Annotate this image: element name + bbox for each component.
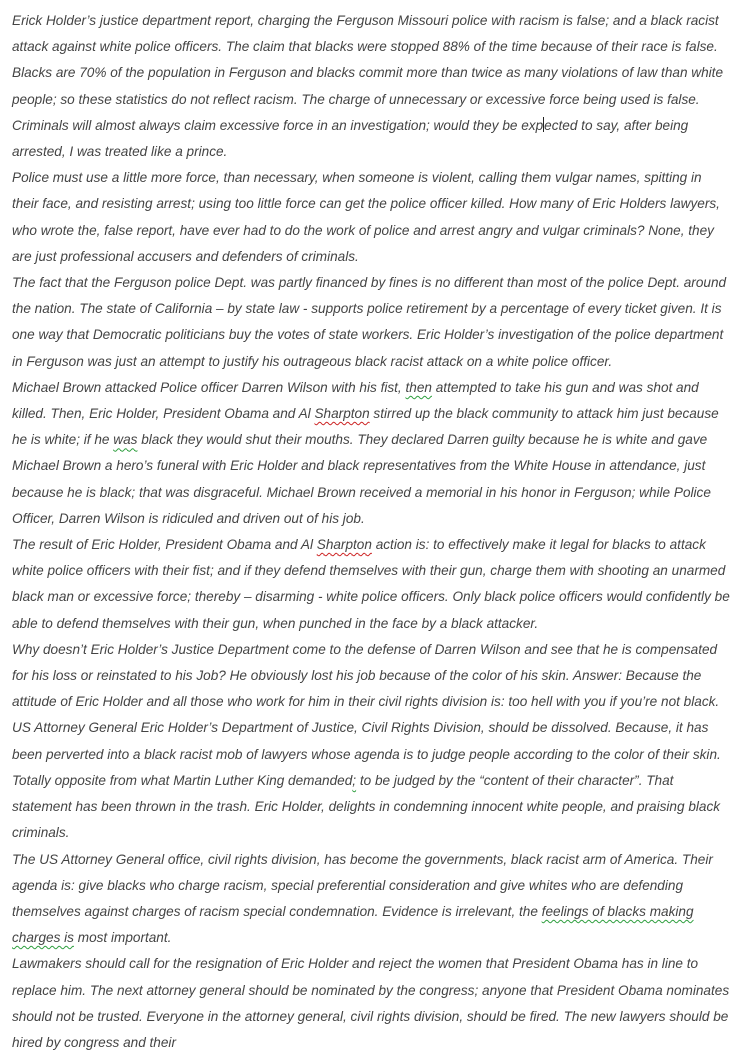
grammar-underlined-text: ; (352, 772, 357, 788)
text-run: ected to say, after being arrested, I was treated like a prince. (12, 117, 689, 160)
spellcheck-underlined-text: Sharpton (316, 537, 372, 553)
text-run: Police must use a little more force, than necessary, when someone is violent, calling them vulgar names, spitting in their face, and resisting arrest; using too little force can get the police officer killed. How many of Eric Holders lawyers, who wrote the, false report, have ever had to do the work of police and arrest angry and vulgar criminals? None, they are just professional accusers and defenders of criminals. (12, 170, 720, 264)
text-run: attempted to take his gun and was shot and killed. Then, Eric Holder, President Obama and Al (12, 379, 699, 422)
text-run: most important. (73, 930, 172, 946)
grammar-underlined-text: feelings of blacks making charges is (12, 903, 694, 946)
text-run: stirred up the black community to attack him just because he is white; if he (12, 406, 719, 448)
text-run: The fact that the Ferguson police Dept. was partly financed by fines is no different than most of the police Dept. around the nation. The state of California – by state law - supports police retirement by a percentage of every ticket given. It is one way that Democratic politicians buy the votes of state workers. Eric Holder’s investigation of the police department in Ferguson was just an attempt to justify his outrageous black racist attack on a white police officer. (12, 275, 727, 369)
paragraph (12, 165, 731, 270)
text-run: The US Attorney General office, civil rights division, has become the governments, black racist arm of America. Their agenda is: give blacks who charge racism, special preferential consideration and give whites who are defending themselves against charges of racism special condemnation. Evidence is irrelevant, the (12, 851, 713, 919)
grammar-underlined-text: was (113, 432, 138, 448)
text-run: Why doesn’t Eric Holder’s Justice Department come to the defense of Darren Wilson and see that he is compensated for his loss or reinstated to his Job? He obviously lost his job because of the color of his skin. Answer: Because the attitude of Eric Holder and all those who work for him in their civil rights division is: too hell with you if you’re not black. (12, 641, 720, 710)
text-run: Michael Brown attacked Police officer Darren Wilson with his fist, (12, 379, 406, 395)
text-run: to be judged by the “content of their character”. That statement has been thrown in the trash. Eric Holder, delights in condemning innocent white people, and praising black criminals. (12, 772, 721, 841)
paragraph (12, 715, 731, 846)
paragraph (12, 375, 731, 532)
spellcheck-underlined-text: Sharpton (314, 406, 370, 422)
grammar-underlined-text: then (405, 379, 432, 395)
text-run: Erick Holder’s justice department report, charging the Ferguson Missouri police with racism is false; and a black racist attack against white police officers. The claim that blacks were stopped 88% of the time because of their race is false. Blacks are 70% of the population in Ferguson and blacks commit more than twice as many violations of law than white people; so these statistics do not reflect racism. The charge of unnecessary or excessive force being used is false. Criminals will almost always claim excessive force in an investigation; would they be exp (12, 13, 724, 133)
text-run: US Attorney General Eric Holder’s Department of Justice, Civil Rights Division, should be dissolved. Because, it has been perverted into a black racist mob of lawyers whose agenda is to judge people according to the color of their skin. Totally opposite from what Martin Luther King demanded (12, 720, 721, 788)
text-run: black they would shut their mouths. They declared Darren guilty because he is white and gave Michael Brown a hero’s funeral with Eric Holder and black representatives from the White House in attendance, just because he is black; that was disgraceful. Michael Brown received a memorial in his honor in Ferguson; while Police Officer, Darren Wilson is ridiculed and driven out of his job. (12, 432, 711, 526)
paragraph (12, 637, 731, 716)
paragraph (12, 847, 731, 952)
text-run: Lawmakers should call for the resignation of Eric Holder and reject the women that President Obama has in line to replace him. The next attorney general should be nominated by the congress; anyone that President Obama nominates should not be trusted. Everyone in the attorney general, civil rights division, should be fired. The new lawyers should be hired by congress and their (12, 956, 730, 1050)
paragraph (12, 951, 731, 1056)
text-run: The result of Eric Holder, President Obama and Al (12, 537, 317, 553)
paragraph (12, 270, 731, 375)
paragraph (12, 532, 731, 637)
text-run: action is: to effectively make it legal for blacks to attack white police officers with their fist; and if they defend themselves with their gun, charge them with shooting an unarmed black man or excessive force; thereby – disarming - white police officers. Only black police officers would confidently be able to defend themselves with their gun, when punched in the face by a black attacker. (12, 537, 730, 631)
paragraph (12, 8, 731, 165)
